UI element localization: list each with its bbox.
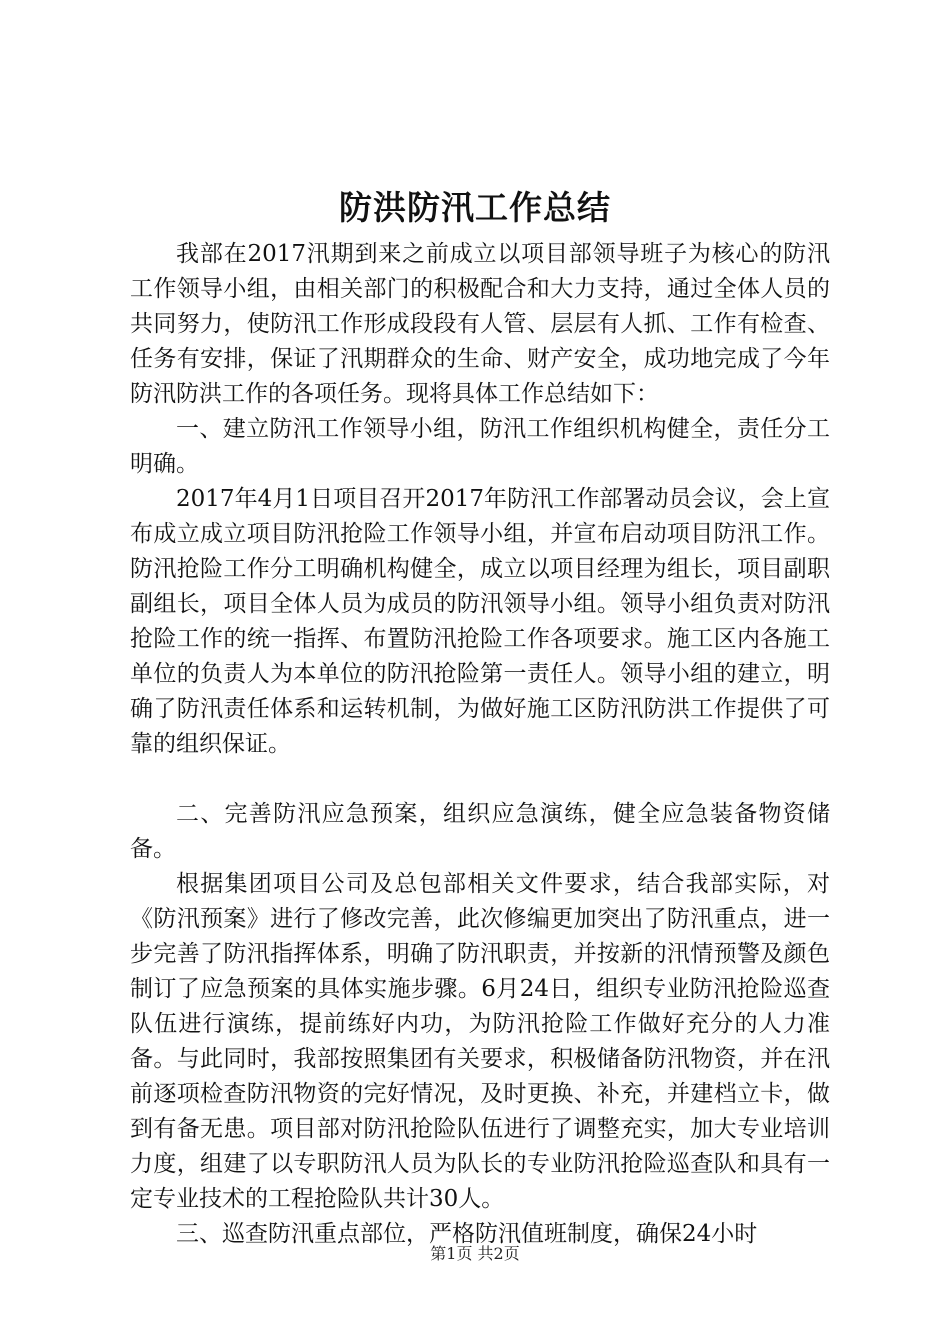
section-one-heading: 一、建立防汛工作领导小组，防汛工作组织机构健全，责任分工明确。 xyxy=(130,416,830,477)
page-number-footer: 第1页 共2页 xyxy=(430,1244,520,1263)
section-two-heading: 二、完善防汛应急预案，组织应急演练，健全应急装备物资储备。 xyxy=(130,801,830,862)
paragraph-gap xyxy=(130,762,830,797)
document-body xyxy=(130,237,830,1252)
section-three-heading: 三、巡查防汛重点部位，严格防汛值班制度，确保24小时 xyxy=(176,1221,758,1247)
section-one-paragraph: 2017年4月1日项目召开2017年防汛工作部署动员会议，会上宣布成立成立项目防汛抢险工作领导小组，并宣布启动项目防汛工作。防汛抢险工作分工明确机构健全，成立以项目经理为组长，项目副职副组长，项目全体人员为成员的防汛领导小组。领导小组负责对防汛抢险工作的统一指挥、布置防汛抢险工作各项要求。施工区内各施工单位的负责人为本单位的防汛抢险第一责任人。领导小组的建立，明确了防汛责任体系和运转机制，为做好施工区防汛防洪工作提供了可靠的组织保证。 xyxy=(130,486,830,757)
intro-paragraph: 我部在2017汛期到来之前成立以项目部领导班子为核心的防汛工作领导小组，由相关部门的积极配合和大力支持，通过全体人员的共同努力，使防汛工作形成段段有人管、层层有人抓、工作有检查、任务有安排，保证了汛期群众的生命、财产安全，成功地完成了今年防汛防洪工作的各项任务。现将具体工作总结如下： xyxy=(130,241,830,407)
document-title: 防洪防汛工作总结 xyxy=(339,188,611,227)
section-two-paragraph: 根据集团项目公司及总包部相关文件要求，结合我部实际，对《防汛预案》进行了修改完善，此次修编更加突出了防汛重点，进一步完善了防汛指挥体系，明确了防汛职责，并按新的汛情预警及颜色制订了应急预案的具体实施步骤。6月24日，组织专业防汛抢险巡查队伍进行演练，提前练好内功，为防汛抢险工作做好充分的人力准备。与此同时，我部按照集团有关要求，积极储备防汛物资，并在汛前逐项检查防汛物资的完好情况，及时更换、补充，并建档立卡，做到有备无患。项目部对防汛抢险队伍进行了调整充实，加大专业培训力度，组建了以专职防汛人员为队长的专业防汛抢险巡查队和具有一定专业技术的工程抢险队共计30人。 xyxy=(130,871,830,1212)
